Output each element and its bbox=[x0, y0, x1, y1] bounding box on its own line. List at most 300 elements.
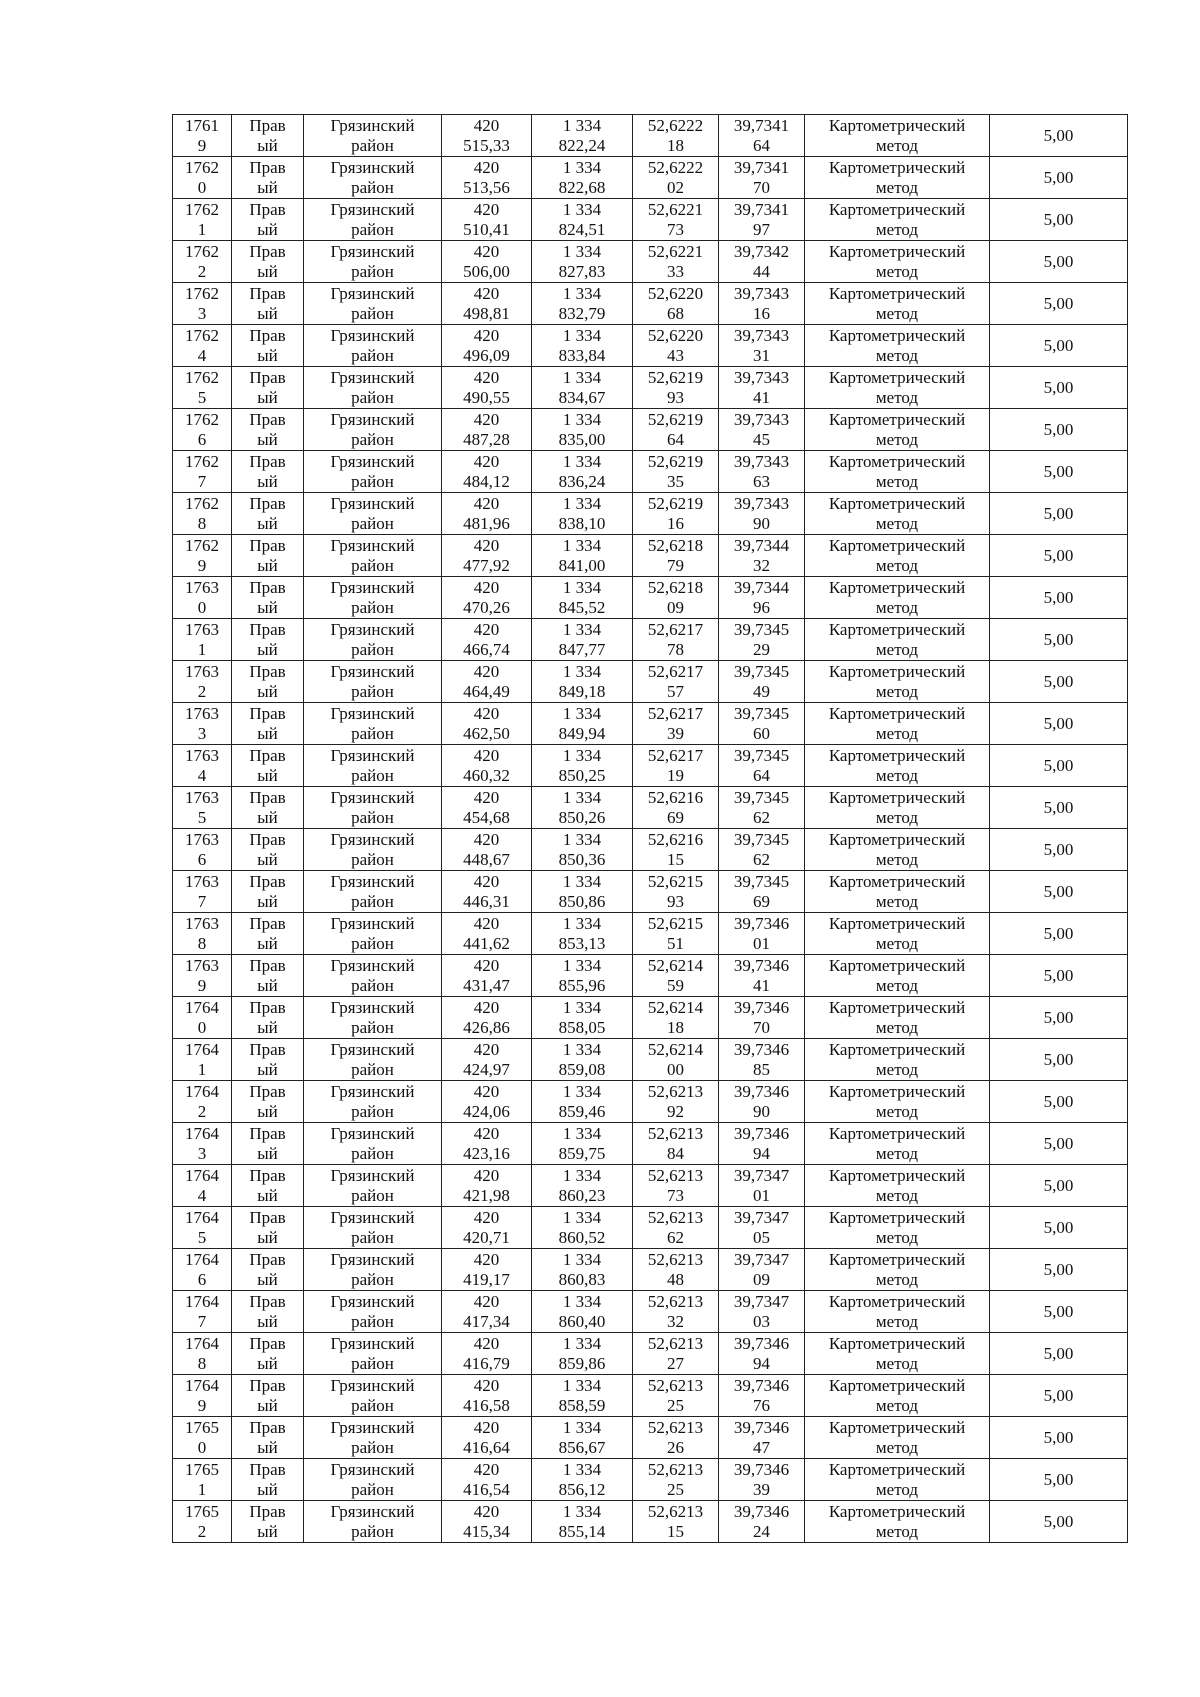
table-row bbox=[173, 1375, 1128, 1417]
cell-line: 420 bbox=[473, 1081, 500, 1101]
cell-line: 5,00 bbox=[1043, 755, 1074, 775]
cell-line: 52,6213 bbox=[647, 1291, 704, 1311]
cell-line: 01 bbox=[753, 1185, 770, 1205]
cell-line: 420 bbox=[473, 1039, 500, 1059]
cell-line: 1 bbox=[197, 1479, 207, 1499]
cell-line: Грязинский bbox=[330, 115, 415, 135]
error-cell bbox=[990, 1291, 1128, 1333]
cell-line: 1762 bbox=[185, 367, 219, 387]
cell-line: 5,00 bbox=[1043, 1301, 1074, 1321]
y-coordinate-cell bbox=[532, 913, 633, 955]
cell-line: 1 334 bbox=[562, 913, 602, 933]
cell-line: 420 bbox=[473, 1501, 500, 1521]
point-number-cell bbox=[173, 577, 232, 619]
cell-line: 1 334 bbox=[562, 535, 602, 555]
cell-line: 1764 bbox=[185, 1333, 219, 1353]
latitude-cell bbox=[633, 661, 719, 703]
cell-line: 856,67 bbox=[558, 1437, 606, 1457]
longitude-cell bbox=[719, 409, 805, 451]
cell-line: 1 334 bbox=[562, 787, 602, 807]
cell-line: Прав bbox=[249, 283, 286, 303]
cell-line: 420 bbox=[473, 1375, 500, 1395]
cell-line: Грязинский bbox=[330, 1291, 415, 1311]
longitude-cell bbox=[719, 1375, 805, 1417]
cell-line: 860,52 bbox=[558, 1227, 606, 1247]
cell-line: 64 bbox=[753, 765, 770, 785]
cell-line: 5,00 bbox=[1043, 629, 1074, 649]
latitude-cell bbox=[633, 367, 719, 409]
cell-line: Картометрический bbox=[828, 199, 966, 219]
cell-line: Картометрический bbox=[828, 451, 966, 471]
district-cell bbox=[304, 1333, 442, 1375]
cell-line: 68 bbox=[667, 303, 684, 323]
cell-line: Прав bbox=[249, 1501, 286, 1521]
table-row bbox=[173, 241, 1128, 283]
cell-line: 39,7346 bbox=[733, 1081, 790, 1101]
district-cell bbox=[304, 1501, 442, 1543]
longitude-cell bbox=[719, 1165, 805, 1207]
longitude-cell bbox=[719, 997, 805, 1039]
cell-line: 19 bbox=[667, 765, 684, 785]
cell-line: ый bbox=[257, 261, 278, 281]
x-coordinate-cell bbox=[442, 241, 532, 283]
cell-line: 39,7344 bbox=[733, 577, 790, 597]
y-coordinate-cell bbox=[532, 367, 633, 409]
x-coordinate-cell bbox=[442, 1417, 532, 1459]
cell-line: 09 bbox=[667, 597, 684, 617]
error-cell bbox=[990, 115, 1128, 157]
method-cell bbox=[805, 1333, 990, 1375]
table-row bbox=[173, 1081, 1128, 1123]
x-coordinate-cell bbox=[442, 1123, 532, 1165]
cell-line: 03 bbox=[753, 1311, 770, 1331]
cell-line: район bbox=[351, 681, 394, 701]
error-cell bbox=[990, 451, 1128, 493]
district-cell bbox=[304, 1291, 442, 1333]
longitude-cell bbox=[719, 955, 805, 997]
cell-line: 855,14 bbox=[558, 1521, 606, 1541]
cell-line: 1763 bbox=[185, 787, 219, 807]
cell-line: Прав bbox=[249, 577, 286, 597]
y-coordinate-cell bbox=[532, 115, 633, 157]
error-cell bbox=[990, 1459, 1128, 1501]
cell-line: 39,7343 bbox=[733, 409, 790, 429]
cell-line: район bbox=[351, 1017, 394, 1037]
latitude-cell bbox=[633, 1375, 719, 1417]
point-number-cell bbox=[173, 1501, 232, 1543]
bank-side-cell bbox=[232, 997, 304, 1039]
cell-line: 1763 bbox=[185, 955, 219, 975]
cell-line: 1762 bbox=[185, 325, 219, 345]
cell-line: район bbox=[351, 261, 394, 281]
cell-line: 6 bbox=[197, 1269, 207, 1289]
cell-line: ый bbox=[257, 1521, 278, 1541]
cell-line: 416,58 bbox=[463, 1395, 510, 1415]
cell-line: 52,6213 bbox=[647, 1375, 704, 1395]
district-cell bbox=[304, 451, 442, 493]
table-body bbox=[173, 115, 1128, 1543]
table-row bbox=[173, 409, 1128, 451]
cell-line: 5 bbox=[197, 807, 207, 827]
latitude-cell bbox=[633, 1333, 719, 1375]
cell-line: 1764 bbox=[185, 1123, 219, 1143]
cell-line: ый bbox=[257, 1017, 278, 1037]
cell-line: Прав bbox=[249, 997, 286, 1017]
district-cell bbox=[304, 1081, 442, 1123]
bank-side-cell bbox=[232, 1459, 304, 1501]
cell-line: Грязинский bbox=[330, 745, 415, 765]
error-cell bbox=[990, 241, 1128, 283]
cell-line: 1764 bbox=[185, 1165, 219, 1185]
longitude-cell bbox=[719, 1291, 805, 1333]
cell-line: 420 bbox=[473, 913, 500, 933]
district-cell bbox=[304, 409, 442, 451]
cell-line: Прав bbox=[249, 241, 286, 261]
cell-line: 9 bbox=[197, 135, 207, 155]
y-coordinate-cell bbox=[532, 871, 633, 913]
cell-line: 1 334 bbox=[562, 829, 602, 849]
cell-line: метод bbox=[875, 1353, 919, 1373]
cell-line: район bbox=[351, 1059, 394, 1079]
cell-line: район bbox=[351, 555, 394, 575]
cell-line: Картометрический bbox=[828, 1375, 966, 1395]
cell-line: Грязинский bbox=[330, 199, 415, 219]
cell-line: 849,18 bbox=[558, 681, 606, 701]
cell-line: 39,7342 bbox=[733, 241, 790, 261]
cell-line: Картометрический bbox=[828, 1165, 966, 1185]
error-cell bbox=[990, 1417, 1128, 1459]
cell-line: 52,6219 bbox=[647, 493, 704, 513]
cell-line: 0 bbox=[197, 1017, 207, 1037]
method-cell bbox=[805, 115, 990, 157]
method-cell bbox=[805, 283, 990, 325]
cell-line: 853,13 bbox=[558, 933, 606, 953]
table-row bbox=[173, 787, 1128, 829]
district-cell bbox=[304, 241, 442, 283]
cell-line: 847,77 bbox=[558, 639, 606, 659]
cell-line: 48 bbox=[667, 1269, 684, 1289]
district-cell bbox=[304, 913, 442, 955]
table-row bbox=[173, 703, 1128, 745]
cell-line: 39,7346 bbox=[733, 1333, 790, 1353]
longitude-cell bbox=[719, 829, 805, 871]
cell-line: Прав bbox=[249, 1417, 286, 1437]
cell-line: Грязинский bbox=[330, 1081, 415, 1101]
x-coordinate-cell bbox=[442, 997, 532, 1039]
cell-line: 424,06 bbox=[463, 1101, 510, 1121]
cell-line: 39,7346 bbox=[733, 1459, 790, 1479]
point-number-cell bbox=[173, 829, 232, 871]
cell-line: 39,7346 bbox=[733, 997, 790, 1017]
cell-line: 1764 bbox=[185, 1291, 219, 1311]
table-row bbox=[173, 1207, 1128, 1249]
cell-line: 496,09 bbox=[463, 345, 510, 365]
cell-line: Картометрический bbox=[828, 787, 966, 807]
cell-line: район bbox=[351, 1395, 394, 1415]
cell-line: 39,7346 bbox=[733, 1375, 790, 1395]
cell-line: район bbox=[351, 1143, 394, 1163]
cell-line: 2 bbox=[197, 1101, 207, 1121]
cell-line: метод bbox=[875, 1059, 919, 1079]
y-coordinate-cell bbox=[532, 1165, 633, 1207]
cell-line: Картометрический bbox=[828, 619, 966, 639]
cell-line: 39,7346 bbox=[733, 1039, 790, 1059]
y-coordinate-cell bbox=[532, 1459, 633, 1501]
cell-line: 8 bbox=[197, 1353, 207, 1373]
table-row bbox=[173, 157, 1128, 199]
cell-line: 39,7343 bbox=[733, 283, 790, 303]
cell-line: 420 bbox=[473, 997, 500, 1017]
cell-line: 510,41 bbox=[463, 219, 510, 239]
cell-line: 421,98 bbox=[463, 1185, 510, 1205]
y-coordinate-cell bbox=[532, 409, 633, 451]
cell-line: Картометрический bbox=[828, 955, 966, 975]
cell-line: 41 bbox=[753, 975, 770, 995]
cell-line: 420 bbox=[473, 955, 500, 975]
cell-line: 39,7345 bbox=[733, 619, 790, 639]
cell-line: район bbox=[351, 1269, 394, 1289]
cell-line: ый bbox=[257, 1395, 278, 1415]
district-cell bbox=[304, 535, 442, 577]
x-coordinate-cell bbox=[442, 871, 532, 913]
method-cell bbox=[805, 1291, 990, 1333]
x-coordinate-cell bbox=[442, 451, 532, 493]
cell-line: 1764 bbox=[185, 1249, 219, 1269]
cell-line: 5,00 bbox=[1043, 797, 1074, 817]
error-cell bbox=[990, 157, 1128, 199]
cell-line: 24 bbox=[753, 1521, 770, 1541]
cell-line: 2 bbox=[197, 681, 207, 701]
cell-line: Прав bbox=[249, 787, 286, 807]
cell-line: 860,83 bbox=[558, 1269, 606, 1289]
error-cell bbox=[990, 1039, 1128, 1081]
latitude-cell bbox=[633, 115, 719, 157]
cell-line: 420 bbox=[473, 451, 500, 471]
bank-side-cell bbox=[232, 367, 304, 409]
cell-line: 39,7346 bbox=[733, 1123, 790, 1143]
latitude-cell bbox=[633, 1123, 719, 1165]
cell-line: метод bbox=[875, 765, 919, 785]
error-cell bbox=[990, 619, 1128, 661]
cell-line: Грязинский bbox=[330, 1165, 415, 1185]
cell-line: 7 bbox=[197, 1311, 207, 1331]
longitude-cell bbox=[719, 367, 805, 409]
table-row bbox=[173, 955, 1128, 997]
cell-line: 824,51 bbox=[558, 219, 606, 239]
cell-line: 02 bbox=[667, 177, 684, 197]
cell-line: Прав bbox=[249, 199, 286, 219]
cell-line: 39,7346 bbox=[733, 1501, 790, 1521]
cell-line: 4 bbox=[197, 1185, 207, 1205]
cell-line: 1 334 bbox=[562, 661, 602, 681]
cell-line: 3 bbox=[197, 723, 207, 743]
cell-line: 5,00 bbox=[1043, 1343, 1074, 1363]
cell-line: 1764 bbox=[185, 1081, 219, 1101]
cell-line: метод bbox=[875, 1395, 919, 1415]
bank-side-cell bbox=[232, 1165, 304, 1207]
cell-line: Прав bbox=[249, 1123, 286, 1143]
cell-line: ый bbox=[257, 765, 278, 785]
latitude-cell bbox=[633, 199, 719, 241]
error-cell bbox=[990, 829, 1128, 871]
cell-line: район bbox=[351, 471, 394, 491]
bank-side-cell bbox=[232, 871, 304, 913]
cell-line: Грязинский bbox=[330, 787, 415, 807]
cell-line: 1763 bbox=[185, 619, 219, 639]
district-cell bbox=[304, 745, 442, 787]
cell-line: 1 334 bbox=[562, 157, 602, 177]
latitude-cell bbox=[633, 619, 719, 661]
cell-line: 850,86 bbox=[558, 891, 606, 911]
cell-line: 841,00 bbox=[558, 555, 606, 575]
cell-line: 1 bbox=[197, 639, 207, 659]
cell-line: Картометрический bbox=[828, 493, 966, 513]
method-cell bbox=[805, 661, 990, 703]
cell-line: 416,79 bbox=[463, 1353, 510, 1373]
cell-line: Картометрический bbox=[828, 283, 966, 303]
cell-line: район bbox=[351, 303, 394, 323]
cell-line: 859,75 bbox=[558, 1143, 606, 1163]
cell-line: 05 bbox=[753, 1227, 770, 1247]
cell-line: ый bbox=[257, 849, 278, 869]
cell-line: метод bbox=[875, 177, 919, 197]
cell-line: 5 bbox=[197, 1227, 207, 1247]
cell-line: 1762 bbox=[185, 493, 219, 513]
bank-side-cell bbox=[232, 1123, 304, 1165]
cell-line: 416,64 bbox=[463, 1437, 510, 1457]
cell-line: Прав bbox=[249, 1291, 286, 1311]
cell-line: 52,6213 bbox=[647, 1123, 704, 1143]
district-cell bbox=[304, 619, 442, 661]
y-coordinate-cell bbox=[532, 703, 633, 745]
cell-line: Грязинский bbox=[330, 157, 415, 177]
cell-line: 39,7345 bbox=[733, 745, 790, 765]
cell-line: 506,00 bbox=[463, 261, 510, 281]
cell-line: 1763 bbox=[185, 703, 219, 723]
cell-line: ый bbox=[257, 135, 278, 155]
point-number-cell bbox=[173, 451, 232, 493]
cell-line: 3 bbox=[197, 303, 207, 323]
bank-side-cell bbox=[232, 787, 304, 829]
point-number-cell bbox=[173, 703, 232, 745]
latitude-cell bbox=[633, 1207, 719, 1249]
cell-line: 420 bbox=[473, 493, 500, 513]
cell-line: метод bbox=[875, 1437, 919, 1457]
cell-line: Прав bbox=[249, 1207, 286, 1227]
cell-line: 1762 bbox=[185, 199, 219, 219]
longitude-cell bbox=[719, 577, 805, 619]
cell-line: 1763 bbox=[185, 745, 219, 765]
cell-line: метод bbox=[875, 1143, 919, 1163]
table-row bbox=[173, 1039, 1128, 1081]
cell-line: Картометрический bbox=[828, 1291, 966, 1311]
cell-line: 52,6221 bbox=[647, 199, 704, 219]
cell-line: метод bbox=[875, 639, 919, 659]
cell-line: Прав bbox=[249, 451, 286, 471]
cell-line: Грязинский bbox=[330, 703, 415, 723]
latitude-cell bbox=[633, 1081, 719, 1123]
x-coordinate-cell bbox=[442, 1165, 532, 1207]
method-cell bbox=[805, 913, 990, 955]
latitude-cell bbox=[633, 997, 719, 1039]
cell-line: метод bbox=[875, 807, 919, 827]
cell-line: 836,24 bbox=[558, 471, 606, 491]
y-coordinate-cell bbox=[532, 241, 633, 283]
x-coordinate-cell bbox=[442, 409, 532, 451]
cell-line: 18 bbox=[667, 135, 684, 155]
cell-line: ый bbox=[257, 597, 278, 617]
cell-line: 52,6217 bbox=[647, 703, 704, 723]
cell-line: 52,6218 bbox=[647, 577, 704, 597]
method-cell bbox=[805, 1165, 990, 1207]
cell-line: 5,00 bbox=[1043, 713, 1074, 733]
cell-line: 470,26 bbox=[463, 597, 510, 617]
cell-line: Прав bbox=[249, 703, 286, 723]
cell-line: Картометрический bbox=[828, 745, 966, 765]
cell-line: 827,83 bbox=[558, 261, 606, 281]
x-coordinate-cell bbox=[442, 283, 532, 325]
latitude-cell bbox=[633, 1165, 719, 1207]
cell-line: ый bbox=[257, 681, 278, 701]
cell-line: Прав bbox=[249, 829, 286, 849]
cell-line: 57 bbox=[667, 681, 684, 701]
cell-line: район bbox=[351, 1311, 394, 1331]
cell-line: 1 334 bbox=[562, 115, 602, 135]
cell-line: 849,94 bbox=[558, 723, 606, 743]
district-cell bbox=[304, 997, 442, 1039]
x-coordinate-cell bbox=[442, 913, 532, 955]
error-cell bbox=[990, 913, 1128, 955]
cell-line: 96 bbox=[753, 597, 770, 617]
cell-line: Грязинский bbox=[330, 871, 415, 891]
cell-line: 52,6222 bbox=[647, 115, 704, 135]
cell-line: Грязинский bbox=[330, 241, 415, 261]
cell-line: 420 bbox=[473, 1123, 500, 1143]
cell-line: 1 334 bbox=[562, 871, 602, 891]
cell-line: 59 bbox=[667, 975, 684, 995]
point-number-cell bbox=[173, 871, 232, 913]
cell-line: ый bbox=[257, 387, 278, 407]
cell-line: район bbox=[351, 1521, 394, 1541]
latitude-cell bbox=[633, 1417, 719, 1459]
cell-line: 1 334 bbox=[562, 1291, 602, 1311]
cell-line: 52,6221 bbox=[647, 241, 704, 261]
cell-line: 462,50 bbox=[463, 723, 510, 743]
cell-line: Картометрический bbox=[828, 241, 966, 261]
cell-line: 5,00 bbox=[1043, 965, 1074, 985]
y-coordinate-cell bbox=[532, 1081, 633, 1123]
cell-line: 845,52 bbox=[558, 597, 606, 617]
cell-line: Картометрический bbox=[828, 367, 966, 387]
latitude-cell bbox=[633, 535, 719, 577]
cell-line: 1 334 bbox=[562, 199, 602, 219]
cell-line: Картометрический bbox=[828, 829, 966, 849]
cell-line: метод bbox=[875, 387, 919, 407]
cell-line: Картометрический bbox=[828, 325, 966, 345]
cell-line: Прав bbox=[249, 955, 286, 975]
cell-line: Картометрический bbox=[828, 157, 966, 177]
cell-line: Грязинский bbox=[330, 1249, 415, 1269]
cell-line: Картометрический bbox=[828, 577, 966, 597]
longitude-cell bbox=[719, 115, 805, 157]
y-coordinate-cell bbox=[532, 1417, 633, 1459]
cell-line: ый bbox=[257, 429, 278, 449]
cell-line: район bbox=[351, 429, 394, 449]
longitude-cell bbox=[719, 199, 805, 241]
district-cell bbox=[304, 1375, 442, 1417]
y-coordinate-cell bbox=[532, 283, 633, 325]
table-row bbox=[173, 1417, 1128, 1459]
